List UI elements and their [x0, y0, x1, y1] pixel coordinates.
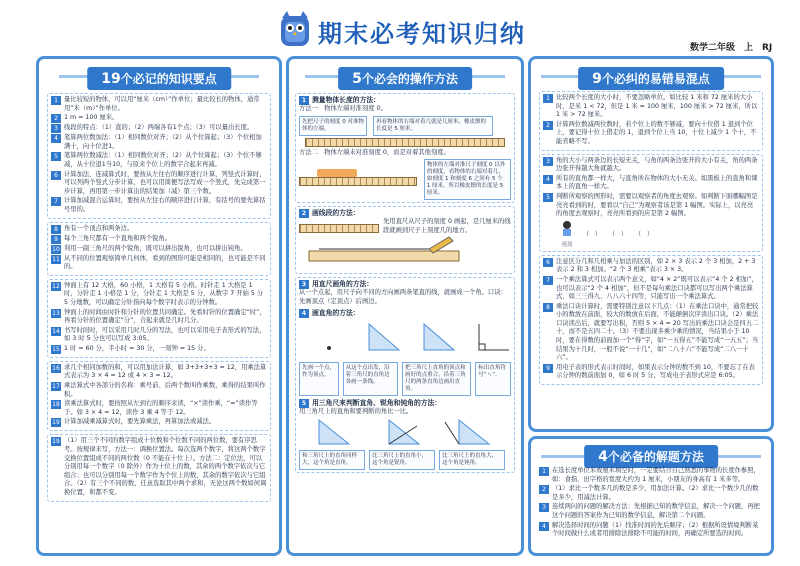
caption-box: 把三角尺上直角的顶点和画好的点重合，沿着三角尺的两条直角边画出直角。 [402, 362, 471, 396]
list-item: 4 所有的直角都一样大，与直角所在物体的大小无关。如黑板上的直角和课本上的直角一样大。 [543, 175, 759, 192]
list-item: 13 钟面上的时间由时针和分针的位置共同确定。先看时针的位置确定“时”，再看分针的位置确定“分”，合起来就是几时几分。 [52, 308, 266, 325]
angle-group [47, 222, 271, 276]
caption-box: 和三角尺上的直角同样大，这个角是直角。 [299, 450, 365, 470]
list-item: 15 1 时 = 60 分，半小时 = 30 分，一刻钟 = 15 分。 [52, 344, 210, 353]
list-item: 2 （1）求比一个数多几的数是多少，用加法计算。（2）求比一个数少几的数是多少，用减法计算。 [539, 485, 763, 502]
measure-method-2: 方法二 物体左端未对准刻度 0，而是对着其他刻度。 [299, 148, 450, 156]
list-item: 2 1 m = 100 厘米。 [51, 114, 267, 123]
page-title: 期末必考知识归纳 [318, 20, 526, 48]
list-item: 19 （1）用三个不同的数字组成十位数和个位数不同的两位数，要有序思考。按规律来写，方法一：调换位置法。每次选两个数字，将这两个数字交换位置组成不同的两位数（0 不能在十位上）。方法二：定位法，可以分别用每一个数字（0 除外）作为十位上的数，其余的两个数字依次与它组合；也可以分别用每一个数字作为个位上的数，其余的数字依次与它组合。（2）有三个不同的数，任意选取其中两个求和，无论这两个数如何调换位置，和都不变。 [52, 437, 267, 496]
operations-panel [286, 56, 524, 556]
caption-box: 先把尺子的刻度 0 对准物体的左端。 [299, 116, 367, 136]
choice: （ ） [635, 231, 654, 239]
angle-heading: 3 用直尺画角的方法： [299, 280, 511, 289]
ordering-group [47, 434, 271, 501]
measure-figure-2 [299, 159, 511, 200]
list-item: 5 笔算两位数减法：（1）相同数位对齐；（2）从个位算起；（3）个位不够减，从十位退1当10，与原来个位上的数字合起来再减。 [51, 152, 267, 169]
multiplication-group [47, 361, 271, 432]
draw-segment-section [295, 206, 515, 274]
key-points-list [47, 93, 271, 505]
caption-box: 从这个点出发，沿着三角尺的直角边各画一条线。 [343, 362, 398, 396]
methods-panel [528, 436, 774, 556]
list-item: 3 角的大小与两条边的长短无关，与角的两条边张开的大小有关，角的两条边张开得越大角就越大。 [543, 157, 759, 174]
right-angle-steps-figure [299, 318, 519, 358]
measure-method-1: 方法一 物体左端对准刻度 0。 [299, 105, 387, 112]
child-figure [559, 220, 575, 248]
choice: （ ） [609, 231, 628, 239]
list-item: 17 乘法算式中各部分的名称：乘号前、后两个数叫作乘数，乘得的结果叫作积。 [52, 382, 266, 398]
list-item: 1 在选长度单位米或厘米填空时，一定要结合自己熟悉的事物的长度作参照，如：食指、田字格的宽度大约为 1 厘米，小朋友的身高有 1 米多等。 [539, 467, 763, 484]
judge-angle-captions [299, 450, 511, 470]
list-item: 8 乘法口诀计算时，需要特别注意以下几点：（1）在乘法口诀中，通常把较小的数放在前面，较大的数放在后面，不能颠倒次序读出口诀。（2）乘法口诀读出后，就要写出积，否则 5 × 4 = 20 写出的乘法口诀会是四五二十，而不是五四二十。（3）不要出现多乘少乘的情况，当结果小于 10 时，要在得数的前面加一个“得”字，如“一五得五”不能写成“一五五”；当结果为十几时，一般不说“一十几”，如“二八十六”不能写成“二八一十六”。 [543, 303, 759, 363]
draw-angle-section [295, 277, 515, 473]
right-angle-heading: 4 画直角的方法： [299, 309, 511, 318]
list-item: 6 计算加法、连减算式时，要按从左往右的顺序进行计算，列竖式计算时，可以列两个竖式分步计算，也可以用简便写法写成一个竖式，先完成第一步计算，再用第一步计算出的结果加（减）第三个数。 [51, 171, 267, 197]
methods-list [539, 467, 763, 540]
list-item: 3 线段的特点：（1）直的；（2）两端各有1个点；（3）可以量出长度。 [51, 124, 267, 133]
caption-box: 物体的左端对准尺子刻度 0 以外的刻度，看物体的右端对着几，如刻度 1 和刻度 6 之间有 5 个 1 厘米，所以橡皮擦的长度是 5 厘米。 [424, 159, 511, 200]
list-item: 4 笔算两位数加法：（1）相同数位对齐；（2）从个位算起；（3）个位相加满十，向十位进1。 [51, 134, 267, 151]
list-item: 19 计算加减乘减算式时，要先算乘法，再算加法或减法。 [52, 418, 216, 427]
mistakes-title: 9个必纠的易错易混点 [578, 67, 724, 90]
section-number: 5 [299, 399, 309, 408]
key-points-title: 19个必记的知识要点 [87, 67, 231, 90]
segment-heading: 2 画线段的方法： [299, 209, 511, 218]
methods-title: 4个必备的解题方法 [584, 445, 718, 468]
list-item: 4 解决选择时间的问题（1）找准时间的先后顺序；（2）根据所设情境判断某个时间做什么或者用排除法排除不可能的时间，再确定所要选的时间。 [539, 522, 763, 539]
key-points-panel [36, 56, 282, 556]
ruler-illustration [299, 159, 418, 200]
operations-title: 5个必会的操作方法 [338, 67, 472, 90]
list-item: 11 从不同的位置观察简单几何体，看到的图形可能是相同的，也可能是不同的。 [52, 254, 266, 271]
hand-drawing-figure [299, 235, 511, 271]
list-item: 8 角有一个顶点和两条边。 [51, 225, 267, 234]
mistakes-group-2 [539, 154, 763, 252]
eraser-graphic [317, 169, 357, 177]
list-item: 7 一个乘法算式可以表示两个意义，如“4 × 2”既可以表示“4 个 2 相加”，也可以表示“2 个 4 相加”，但不是每句乘法口诀都可以写出两个乘法算式，如三三得九、八八六十四等，只能写出一个乘法算式。 [543, 276, 759, 302]
list-item: 9 用电子表的形式表示时间时，如果表示分钟的数不到 10，不要忘了在表示分钟的数前面加 0，如 6 时 5 分，写成电子表形式应是 6:05。 [543, 364, 759, 381]
section-number: 3 [299, 280, 309, 289]
caption-box: 标出直角符号“ㄣ”。 [475, 362, 511, 396]
ruler-graphic [299, 177, 417, 186]
section-number: 1 [299, 96, 309, 105]
caption-box: 比三角尺上的直角小，这个角是锐角。 [369, 450, 435, 470]
mistakes-group-1 [539, 91, 763, 151]
list-item: 14 书写时间时，可以采用几时几分的写法，也可以采用电子表形式的写法，如 3 时 5 分也可以写成 3:05。 [52, 326, 266, 343]
caption-box: 再看物体的右端对着几就是几厘米，橡皮擦的长度是 5 厘米。 [373, 116, 493, 136]
pencil-drawing-icon [299, 235, 509, 271]
page-header [0, 0, 800, 58]
judge-angle-text: 用三角尺上的直角和要判断的角比一比。 [299, 407, 413, 415]
choice: （ ） [583, 231, 602, 239]
mistakes-panel [528, 56, 774, 432]
right-angle-captions [299, 362, 511, 396]
grade-label: 数学二年级 上 RJ [690, 43, 773, 53]
list-item: 5 判断所观察的图形时，需要以观察者的角度去观察。如判断下面哪幅图是亮亮看到的时，要看以“自己”为观察者该是第 1 幅图。实际上，以亮亮的角度去观察时，亮亮所看到的应是第 2 幅图。 [543, 193, 759, 219]
list-item: 1 比较两个长度的大小时，不要忽略单位。如比较 1 米和 72 厘米的大小时，是米 1 < 72，但是 1 米 = 100 厘米，100 厘米 > 72 厘米，所以 1 米 > 72 厘米。 [543, 94, 759, 120]
list-item: 3 连续两问的问题的解决方法：先根据已知的数学信息，解决一个问题，再把这个问题的答案作为已知的数学信息，解决第二个问题。 [539, 503, 763, 520]
list-item: 16 求几个相同加数的和，可以用加法计算，如 3+3+3+3 = 12，用乘法算式表示为 3 × 4 = 12 或 4 × 3 = 12。 [52, 363, 267, 380]
angle-text: 从一个点起，用尺子向不同的方向画两条笔直的线，就画成一个角。口诀：先画顶点（定顶点）后画边。 [299, 289, 507, 305]
time-group [47, 279, 271, 358]
length-group [47, 93, 271, 219]
section-number: 2 [299, 209, 309, 218]
ruler-graphic [299, 224, 379, 233]
ruler-graphic [305, 138, 505, 147]
operations-content [295, 93, 515, 476]
caption-box: 比三角尺上的直角大，这个角是钝角。 [439, 450, 505, 470]
segment-body [299, 218, 511, 235]
measure-heading: 1 测量物体长度的方法： [299, 96, 511, 105]
mistakes-group-3 [539, 255, 763, 385]
list-item: 9 每个三角尺都有一个直角和两个锐角。 [51, 235, 267, 244]
segment-text: 先用直尺从尺子的刻度 0 画起，是几厘米的线段就画到尺子上刻度几的地方。 [383, 218, 511, 234]
caption-box: 先画一个点，作为顶点。 [299, 362, 339, 396]
title-decoration [717, 455, 761, 458]
list-item: 18 读乘法算式时，要按照从左到右的顺序来读，“×”读作乘，“=”读作等于。如 3 × 4 = 12，读作 3 乘 4 等于 12。 [52, 400, 258, 416]
list-item: 12 钟面上有 12 大格，60 小格，1 大格有 5 小格。时针走 1 大格是 1 时，分针走 1 小格是 1 分，分针走 1 大格是 5 分，从数字 7 开始 5 分 5 分地数，可以确定分针指向每个数字时表示的分钟数。 [52, 281, 264, 306]
list-item: 7 计算加减混合运算时，要按从左往右的顺序进行计算，有括号的要先算括号里的。 [51, 197, 267, 214]
judge-angle-figure [299, 416, 519, 446]
owl-mascot-icon [278, 10, 312, 50]
observation-figure [559, 220, 759, 248]
section-number: 4 [299, 309, 309, 318]
list-item: 10 利用一副三角尺的两个锐角，既可以拼出锐角，也可以拼出钝角。 [52, 244, 247, 253]
mistakes-list [539, 91, 763, 388]
list-item: 1 量比较短的物体，可以用“厘米（cm）”作单位；量比较长的物体，通常用“米（m）”作单位。 [51, 96, 267, 113]
title-decoration [541, 455, 585, 458]
judge-angle-heading: 5 用三角尺来判断直角、锐角和钝角的方法： [299, 399, 511, 408]
child-icon [559, 220, 575, 236]
list-item: 2 计算两位数减两位数时，若个位上的数不够减，要向十位借 1 退到个位上，要记得十位上借走的 1，退到个位上当 10，十位上减少 1 个十，不能省略不写。 [543, 121, 759, 147]
measure-figure-1 [299, 116, 511, 136]
child-name: 亮亮 [561, 241, 573, 248]
list-item: 6 注意区分几和几相乘与加法的区别，如 2 × 3 表示 2 个 3 相加，2 + 3 表示 2 和 3 相加。“2 个 3 相乘”表示 3 × 3。 [543, 258, 759, 275]
measure-section [295, 93, 515, 203]
